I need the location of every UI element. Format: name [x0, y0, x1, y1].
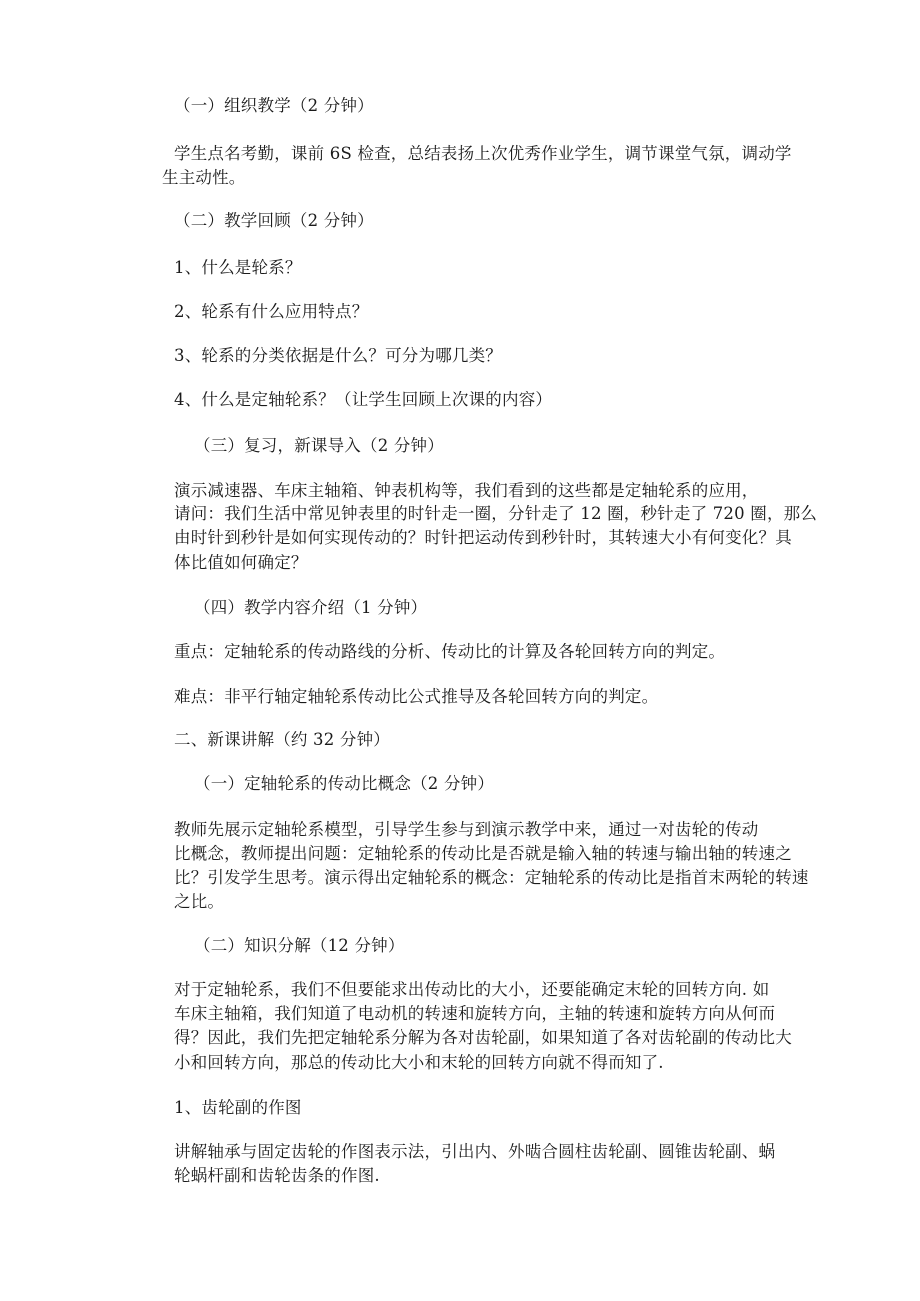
paragraph-line: 比概念，教师提出问题：定轴轮系的传动比是否就是输入轴的转速与输出轴的转速之	[174, 844, 792, 863]
heading-teaching-review: （二）教学回顾（2 分钟）	[174, 211, 374, 230]
paragraph-line: 教师先展示定轴轮系模型，引导学生参与到演示教学中来，通过一对齿轮的传动	[174, 820, 759, 839]
list-item: 4、什么是定轴轮系？（让学生回顾上次课的内容）	[174, 390, 553, 409]
heading-content-intro: （四）教学内容介绍（1 分钟）	[194, 598, 428, 617]
section-heading-new-lesson: 二、新课讲解（约 32 分钟）	[174, 730, 390, 749]
paragraph-line: 小和回转方向，那总的传动比大小和末轮的回转方向就不得而知了.	[174, 1053, 664, 1072]
paragraph-line: 体比值如何确定？	[174, 553, 308, 572]
paragraph-line: 请问：我们生活中常见钟表里的时针走一圈，分针走了 12 圈，秒针走了 720 圈，那么	[174, 504, 818, 523]
paragraph-line: 比？引发学生思考。演示得出定轴轮系的概念：定轴轮系的传动比是指首末两轮的转速	[174, 868, 809, 887]
heading-knowledge-breakdown: （二）知识分解（12 分钟）	[194, 936, 405, 955]
paragraph-line: 车床主轴箱，我们知道了电动机的转速和旋转方向，主轴的转速和旋转方向从何而	[174, 1004, 776, 1023]
paragraph-line: 学生点名考勤，课前 6S 检查，总结表扬上次优秀作业学生，调节课堂气氛，调动学	[174, 144, 792, 163]
heading-ratio-concept: （一）定轴轮系的传动比概念（2 分钟）	[194, 774, 495, 793]
paragraph-line: 演示减速器、车床主轴箱、钟表机构等，我们看到的这些都是定轴轮系的应用，	[174, 481, 759, 500]
paragraph-line: 生主动性。	[162, 168, 246, 187]
paragraph-line: 得？因此，我们先把定轴轮系分解为各对齿轮副，如果知道了各对齿轮副的传动比大	[174, 1028, 792, 1047]
list-item: 3、轮系的分类依据是什么？可分为哪几类？	[174, 346, 502, 365]
paragraph-line: 由时针到秒针是如何实现传动的？时针把运动传到秒针时，其转速大小有何变化？具	[174, 528, 792, 547]
heading-review-intro: （三）复习，新课导入（2 分钟）	[194, 436, 444, 455]
paragraph-line: 对于定轴轮系，我们不但要能求出传动比的大小，还要能确定末轮的回转方向. 如	[174, 980, 770, 999]
heading-organize-teaching: （一）组织教学（2 分钟）	[174, 96, 374, 115]
paragraph-line: 讲解轴承与固定齿轮的作图表示法，引出内、外啮合圆柱齿轮副、圆锥齿轮副、蜗	[174, 1142, 776, 1161]
list-item: 1、什么是轮系？	[174, 258, 302, 277]
difficult-point: 难点：非平行轴定轴轮系传动比公式推导及各轮回转方向的判定。	[174, 687, 659, 706]
key-point: 重点：定轴轮系的传动路线的分析、传动比的计算及各轮回转方向的判定。	[174, 642, 726, 661]
list-item: 2、轮系有什么应用特点？	[174, 302, 369, 321]
paragraph-line: 之比。	[174, 892, 225, 911]
paragraph-line: 轮蜗杆副和齿轮齿条的作图.	[174, 1166, 380, 1185]
subheading-gear-pair-drawing: 1、齿轮副的作图	[174, 1098, 302, 1117]
